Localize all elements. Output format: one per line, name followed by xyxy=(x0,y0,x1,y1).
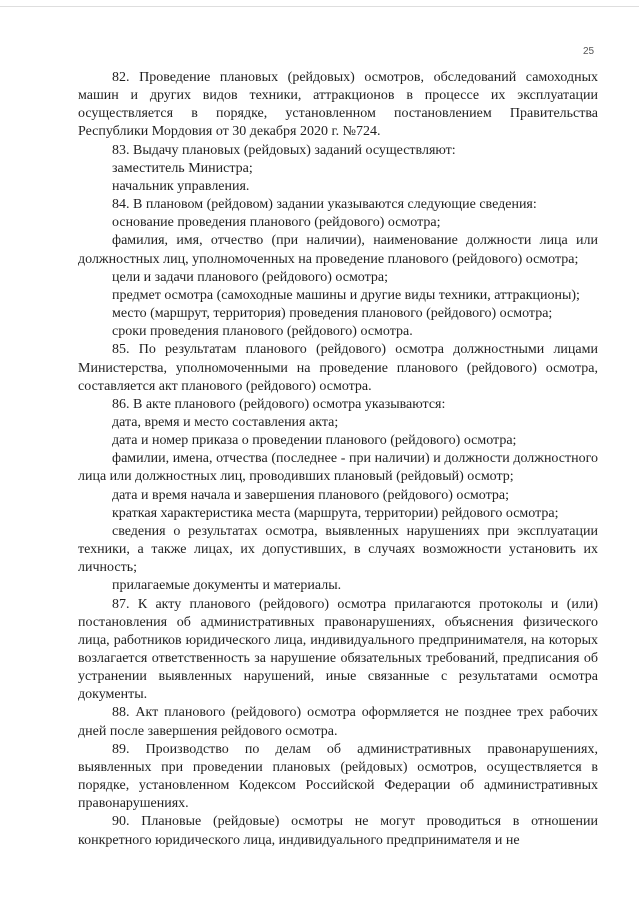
document-body xyxy=(78,69,598,850)
list-item: фамилии, имена, отчества (последнее - при наличии) и должности должностного лица или должностных лиц, проводивших плановый (рейдовый) осмотр; xyxy=(78,451,598,485)
list-item: цели и задачи планового (рейдового) осмотра; xyxy=(112,269,389,285)
list-item: сроки проведения планового (рейдового) осмотра. xyxy=(112,324,413,340)
list-item: место (маршрут, территория) проведения планового (рейдового) осмотра; xyxy=(112,306,553,322)
paragraph-87: 87. К акту планового (рейдового) осмотра прилагаются протоколы и (или) постановления об административных правонарушениях, объяснения физического лица, работников юридического лица, индивидуального предпринимателя, на которых возлагается ответственность за нарушение обязательных требований, предписания об устранении выявленных нарушений, иные связанные с результатами осмотра документы. xyxy=(78,596,598,703)
paragraph-89: 89. Производство по делам об административных правонарушениях, выявленных при проведении плановых (рейдовых) осмотров, осуществляется в порядке, установленном Кодексом Российской Федерации об административных правонарушениях. xyxy=(78,741,598,812)
list-item: дата, время и место составления акта; xyxy=(112,414,339,430)
list-item: заместитель Министра; xyxy=(112,160,253,176)
list-item: прилагаемые документы и материалы. xyxy=(112,578,342,594)
list-item: основание проведения планового (рейдового) осмотра; xyxy=(112,215,441,231)
paragraph-85: 85. По результатам планового (рейдового) осмотра должностными лицами Министерства, уполномоченными на проведение планового (рейдового) осмотра, составляется акт планового (рейдового) осмотра. xyxy=(78,342,598,394)
page-number: 25 xyxy=(583,46,595,57)
list-item: дата и время начала и завершения планового (рейдового) осмотра; xyxy=(112,487,509,503)
paragraph-84: 84. В плановом (рейдовом) задании указываются следующие сведения: xyxy=(112,197,537,213)
paragraph-82: 82. Проведение плановых (рейдовых) осмотров, обследований самоходных машин и других видов техники, аттракционов в процессе их эксплуатации осуществляется в порядке, установленном постановлением Правительства Республики Мордовия от 30 декабря 2020 г. №724. xyxy=(78,70,598,140)
paragraph-86: 86. В акте планового (рейдового) осмотра указываются: xyxy=(112,396,446,412)
list-item: краткая характеристика места (маршрута, территории) рейдового осмотра; xyxy=(112,505,559,521)
list-item: предмет осмотра (самоходные машины и другие виды техники, аттракционы); xyxy=(112,287,580,303)
paragraph-88: 88. Акт планового (рейдового) осмотра оформляется не позднее трех рабочих дней после завершения рейдового осмотра. xyxy=(78,705,598,739)
paragraph-90: 90. Плановые (рейдовые) осмотры не могут проводиться в отношении конкретного юридического лица, индивидуального предпринимателя и не xyxy=(78,814,598,848)
list-item: дата и номер приказа о проведении планового (рейдового) осмотра; xyxy=(112,433,517,449)
paragraph-83: 83. Выдачу плановых (рейдовых) заданий осуществляют: xyxy=(112,142,456,158)
list-item: сведения о результатах осмотра, выявленных нарушениях при эксплуатации техники, а также лицах, их допустивших, в случаях возможности установить их личность; xyxy=(78,523,598,576)
list-item: начальник управления. xyxy=(112,178,250,194)
top-border-line xyxy=(0,6,639,7)
list-item: фамилия, имя, отчество (при наличии), наименование должности лица или должностных лиц, уполномоченных на проведение планового (рейдового) осмотра; xyxy=(78,233,598,267)
